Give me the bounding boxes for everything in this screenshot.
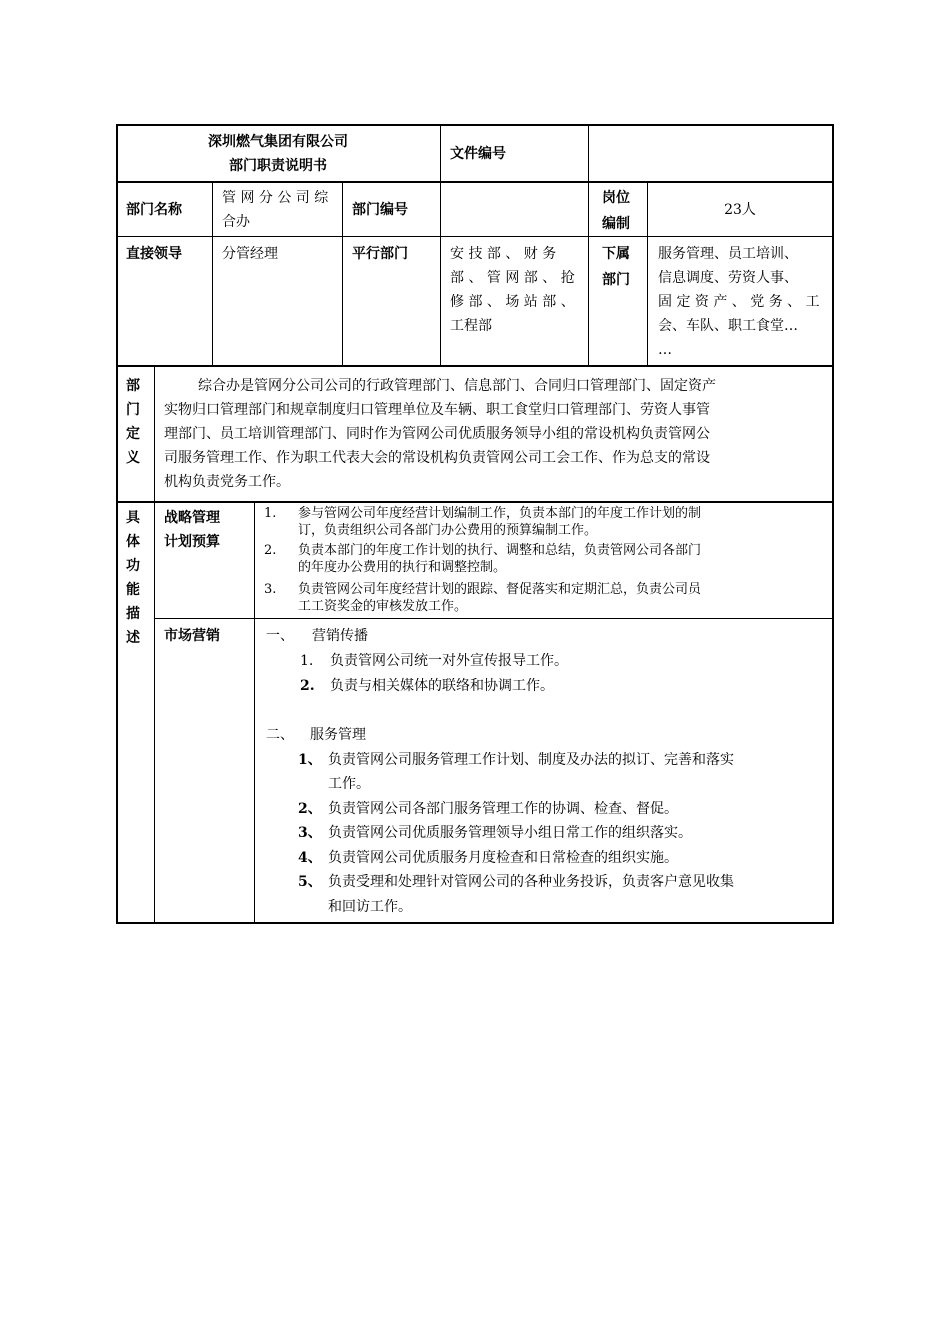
service-item-line: 负责管网公司优质服务管理领导小组日常工作的组织落实。	[328, 825, 692, 841]
strategy-label-line1: 战略管理	[164, 510, 220, 526]
definition-label-char: 定	[126, 426, 140, 442]
functions-label-char: 体	[126, 534, 140, 550]
department-name-value-line1: 管 网 分 公 司 综	[222, 190, 329, 206]
definition-text-line: 理部门、员工培训管理部门、同时作为管网公司优质服务领导小组的常设机构负责管网公	[164, 426, 710, 442]
definition-text-line: 实物归口管理部门和规章制度归口管理单位及车辆、职工食堂归口管理部门、劳资人事管	[164, 402, 710, 418]
functions-label-char: 功	[126, 558, 140, 574]
definition-text-line: 机构负责党务工作。	[164, 474, 290, 490]
post-quota-label-line1: 岗位	[602, 190, 630, 206]
col-divider	[440, 124, 441, 366]
col-divider	[588, 124, 589, 366]
sub-departments-label-line2: 部门	[602, 272, 630, 288]
definition-text-line: 司服务管理工作、作为职工代表大会的常设机构负责管网公司工会工作、作为总支的常设	[164, 450, 710, 466]
service-item-number: 5、	[298, 874, 322, 890]
post-quota-value: 23人	[724, 202, 756, 218]
service-item-number: 3、	[298, 825, 322, 841]
marketing-item-text: 负责与相关媒体的联络和协调工作。	[330, 678, 554, 694]
marketing-label: 市场营销	[164, 628, 220, 644]
sub-departments-line: 会、车队、职工食堂…	[658, 318, 798, 334]
department-code-label: 部门编号	[352, 202, 408, 218]
direct-leader-label: 直接领导	[126, 246, 182, 262]
row-divider	[116, 501, 834, 503]
direct-leader-value: 分管经理	[222, 246, 278, 262]
marketing-item-number: 1.	[300, 653, 314, 669]
service-item-line: 负责管网公司各部门服务管理工作的协调、检查、督促。	[328, 801, 678, 817]
parallel-departments-line: 修 部 、 场 站 部 、	[450, 294, 575, 310]
definition-label-char: 义	[126, 450, 140, 466]
strategy-item-line: 工工资奖金的审核发放工作。	[298, 599, 468, 614]
service-item-line: 工作。	[328, 776, 370, 792]
definition-label-char: 门	[126, 402, 140, 418]
service-section-title: 服务管理	[310, 727, 366, 743]
service-item-number: 4、	[298, 850, 322, 866]
strategy-item-line: 负责管网公司年度经营计划的跟踪、督促落实和定期汇总，负责公司员	[298, 582, 702, 597]
parallel-departments-line: 安 技 部 、 财 务	[450, 246, 557, 262]
parallel-departments-label: 平行部门	[352, 246, 408, 262]
sub-departments-line: …	[658, 342, 672, 358]
table-border-top	[116, 124, 834, 126]
marketing-item-text: 负责管网公司统一对外宣传报导工作。	[330, 653, 568, 669]
service-item-line: 和回访工作。	[328, 899, 412, 915]
sub-departments-line: 服务管理、员工培训、	[658, 246, 798, 262]
strategy-item-line: 负责本部门的年度工作计划的执行、调整和总结，负责管网公司各部门	[298, 543, 702, 558]
service-section-number: 二、	[266, 727, 294, 743]
sub-departments-label-line1: 下属	[602, 246, 630, 262]
strategy-item-number: 3.	[264, 582, 277, 597]
col-divider	[254, 502, 255, 923]
functions-label-char: 描	[126, 606, 140, 622]
strategy-item-number: 1.	[264, 506, 277, 521]
sub-departments-line: 信息调度、劳资人事、	[658, 270, 798, 286]
col-divider	[154, 366, 155, 502]
row-divider	[116, 181, 834, 183]
parallel-departments-line: 部 、 管 网 部 、 抢	[450, 270, 575, 286]
marketing-item-number: 2.	[300, 678, 315, 694]
functions-label-char: 能	[126, 582, 140, 598]
col-divider	[342, 182, 343, 366]
post-quota-label-line2: 编制	[602, 216, 630, 232]
row-divider	[116, 236, 834, 237]
responsibility-table	[116, 124, 834, 924]
service-item-number: 2、	[298, 801, 322, 817]
definition-text-line: 综合办是管网分公司公司的行政管理部门、信息部门、合同归口管理部门、固定资产	[198, 378, 716, 394]
table-border-bottom	[116, 922, 834, 924]
strategy-item-line: 参与管网公司年度经营计划编制工作，负责本部门的年度工作计划的制	[298, 506, 702, 521]
file-number-label: 文件编号	[450, 146, 506, 162]
table-border-right	[832, 124, 834, 924]
col-divider	[212, 182, 213, 366]
service-item-line: 负责管网公司优质服务月度检查和日常检查的组织实施。	[328, 850, 678, 866]
marketing-section-title: 营销传播	[312, 628, 368, 644]
document-title: 部门职责说明书	[229, 158, 327, 174]
strategy-label-line2: 计划预算	[164, 534, 220, 550]
marketing-section-number: 一、	[266, 628, 294, 644]
strategy-item-line: 的年度办公费用的执行和调整控制。	[298, 560, 507, 575]
col-divider	[154, 502, 155, 923]
service-item-line: 负责管网公司服务管理工作计划、制度及办法的拟订、完善和落实	[328, 752, 734, 768]
row-divider	[116, 365, 834, 367]
service-item-number: 1、	[298, 752, 322, 768]
table-border-left	[116, 124, 118, 924]
strategy-item-number: 2.	[264, 543, 277, 558]
company-name: 深圳燃气集团有限公司	[208, 134, 348, 150]
row-divider	[154, 618, 834, 619]
strategy-item-line: 订，负责组织公司各部门办公费用的预算编制工作。	[298, 523, 598, 538]
functions-label-char: 述	[126, 630, 140, 646]
department-name-label: 部门名称	[126, 202, 182, 218]
sub-departments-line: 固 定 资 产 、 党 务 、 工	[658, 294, 820, 310]
functions-label-char: 具	[126, 510, 140, 526]
service-item-line: 负责受理和处理针对管网公司的各种业务投诉，负责客户意见收集	[328, 874, 734, 890]
definition-label-char: 部	[126, 378, 140, 394]
parallel-departments-line: 工程部	[450, 318, 492, 334]
department-name-value-line2: 合办	[222, 214, 250, 230]
